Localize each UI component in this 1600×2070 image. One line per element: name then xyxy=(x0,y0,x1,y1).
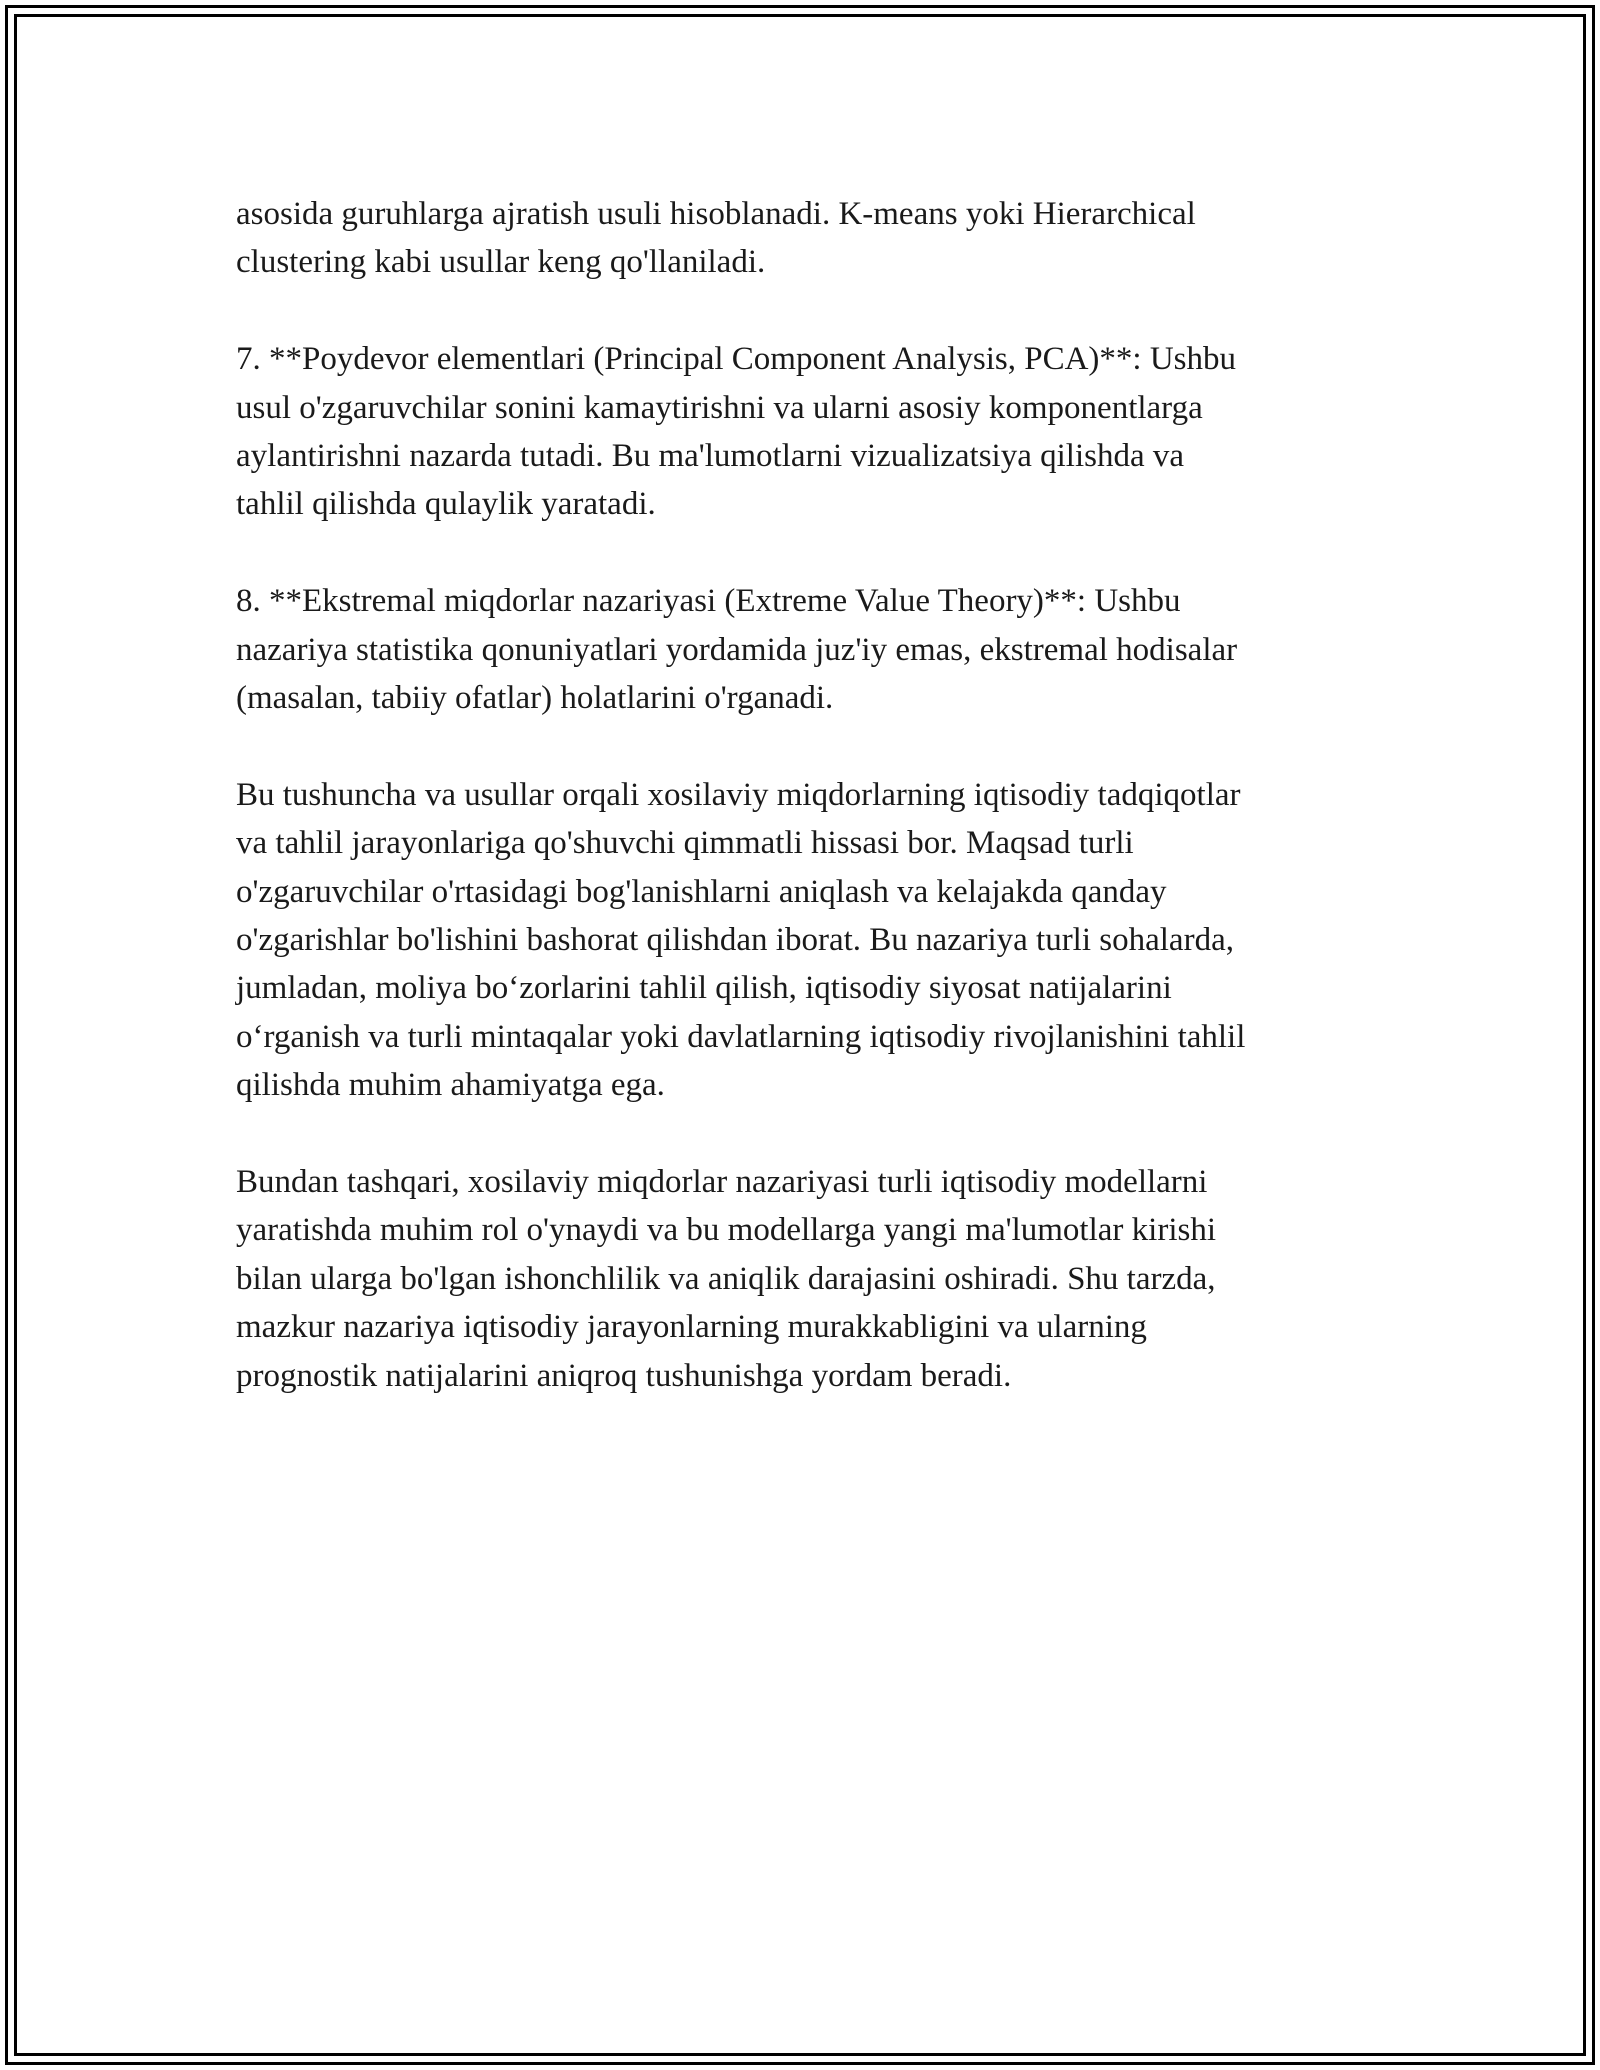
paragraph-extreme-value-theory: 8. **Ekstremal miqdorlar nazariyasi (Extreme Value Theory)**: Ushbu nazariya statistika qonuniyatlari yordamida juz'iy emas, ekstremal hodisalar (masalan, tabiiy ofatlar) holatlarini o'rganadi. xyxy=(236,583,1238,717)
paragraph-clustering-continuation: asosida guruhlarga ajratish usuli hisoblanadi. K-means yoki Hierarchical clustering kabi usullar keng qo'llaniladi. xyxy=(236,196,1196,281)
paragraph-conclusion: Bundan tashqari, xosilaviy miqdorlar nazariyasi turli iqtisodiy modellarni yaratishda muhim rol o'ynaydi va bu modellarga yangi ma'lumotlar kirishi bilan ularga bo'lgan ishonchlilik va aniqlik darajasini oshiradi. Shu tarzda, mazkur nazariya iqtisodiy jarayonlarning murakkabligini va ularning prognostik natijalarini aniqroq tushunishga yordam beradi. xyxy=(236,1164,1216,1394)
paragraph-pca: 7. **Poydevor elementlari (Principal Component Analysis, PCA)**: Ushbu usul o'zgaruvchilar sonini kamaytirishni va ularni asosiy komponentlarga aylantirishni nazarda tutadi. Bu ma'lumotlarni vizualizatsiya qilishda va tahlil qilishda qulaylik yaratadi. xyxy=(236,341,1236,523)
document-body xyxy=(236,190,1376,1400)
paragraph-summary: Bu tushuncha va usullar orqali xosilaviy miqdorlarning iqtisodiy tadqiqotlar va tahlil jarayonlariga qo'shuvchi qimmatli hissasi bor. Maqsad turli o'zgaruvchilar o'rtasidagi bog'lanishlarni aniqlash va kelajakda qanday o'zgarishlar bo'lishini bashorat qilishdan iborat. Bu nazariya turli sohalarda, jumladan, moliya bo‘zorlarini tahlil qilish, iqtisodiy siyosat natijalarini o‘rganish va turli mintaqalar yoki davlatlarning iqtisodiy rivojlanishini tahlil qilishda muhim ahamiyatga ega. xyxy=(236,776,1246,1104)
